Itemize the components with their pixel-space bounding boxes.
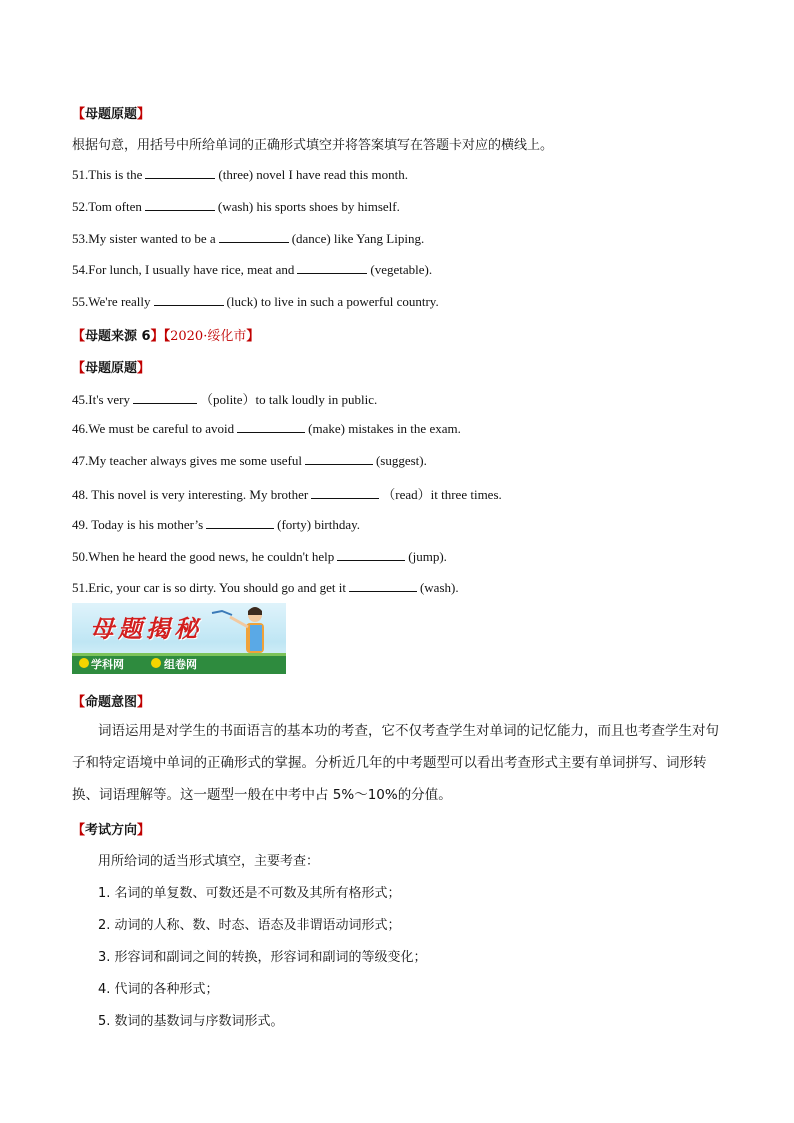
question-53: 53.My sister wanted to be a (dance) like Yang Liping. [72,231,425,246]
question-49: 49. Today is his mother’s (forty) birthday. [72,517,361,532]
answer-blank[interactable] [305,452,373,465]
question-50: 50.When he heard the good news, he couldn't help (jump). [72,549,447,564]
instruction-text: 根据句意，用括号中所给单词的正确形式填空并将答案填写在答题卡对应的横线上。 [72,138,554,153]
question-51b: 51.Eric, your car is so dirty. You should go and get it (wash). [72,580,459,595]
question-45: 45.It's very （polite）to talk loudly in public. [72,392,378,407]
mutijiemi-banner [72,603,286,674]
answer-blank[interactable] [133,391,197,404]
answer-blank[interactable] [337,548,405,561]
source-heading: 【母题来源 6】【2020·绥化市】 [72,329,260,344]
answer-blank[interactable] [219,230,289,243]
answer-blank[interactable] [349,579,417,592]
person-hair [248,607,262,615]
direction-item: 4. 代词的各种形式； [98,982,219,997]
person-arm [230,617,248,627]
question-48: 48. This novel is very interesting. My brother （read）it three times. [72,487,502,502]
answer-blank[interactable] [154,293,224,306]
answer-blank[interactable] [237,420,305,433]
direction-item: 5. 数词的基数词与序数词形式。 [98,1014,284,1029]
answer-blank[interactable] [145,166,215,179]
banner-logo-xuekewang: 学科网 [91,658,124,671]
xuekewang-logo-icon [79,658,89,668]
direction-intro: 用所给词的适当形式填空，主要考查： [98,854,320,869]
question-55: 55.We're really (luck) to live in such a powerful country. [72,294,439,309]
answer-blank[interactable] [311,486,379,499]
direction-item: 1. 名词的单复数、可数还是不可数及其所有格形式； [98,886,401,901]
banner-title: 母题揭秘 [90,614,202,643]
section-heading: 【母题原题】 [72,361,151,376]
question-54: 54.For lunch, I usually have rice, meat and (vegetable). [72,262,433,277]
zujuanwang-logo-icon [151,658,161,668]
question-47: 47.My teacher always gives me some useful (suggest). [72,453,427,468]
direction-item: 3. 形容词和副词之间的转换，形容词和副词的等级变化； [98,950,427,965]
direction-item: 2. 动词的人称、数、时态、语态及非谓语动词形式； [98,918,401,933]
question-46: 46.We must be careful to avoid (make) mistakes in the exam. [72,421,461,436]
question-52: 52.Tom often (wash) his sports shoes by himself. [72,199,400,214]
answer-blank[interactable] [297,261,367,274]
answer-blank[interactable] [145,198,215,211]
answer-blank[interactable] [206,516,274,529]
pointer-line [212,611,232,615]
banner-logo-zujuanwang: 组卷网 [164,658,197,671]
question-51: 51.This is the (three) novel I have read this month. [72,167,408,182]
section-heading: 【母题原题】 [72,107,151,122]
section-heading: 【命题意图】 [72,695,151,710]
section-heading: 【考试方向】 [72,823,151,838]
intent-paragraph: 词语运用是对学生的书面语言的基本功的考查，它不仅考查学生对单词的记忆能力，而且也考查学生对句子和特定语境中单词的正确形式的掌握。分析近几年的中考题型可以看出考查形式主要有单词拼写、词形转换、词语理解等。这一题型一般在中考中占 5%～10%的分值。 [72,723,719,803]
person-shirt [250,625,262,651]
